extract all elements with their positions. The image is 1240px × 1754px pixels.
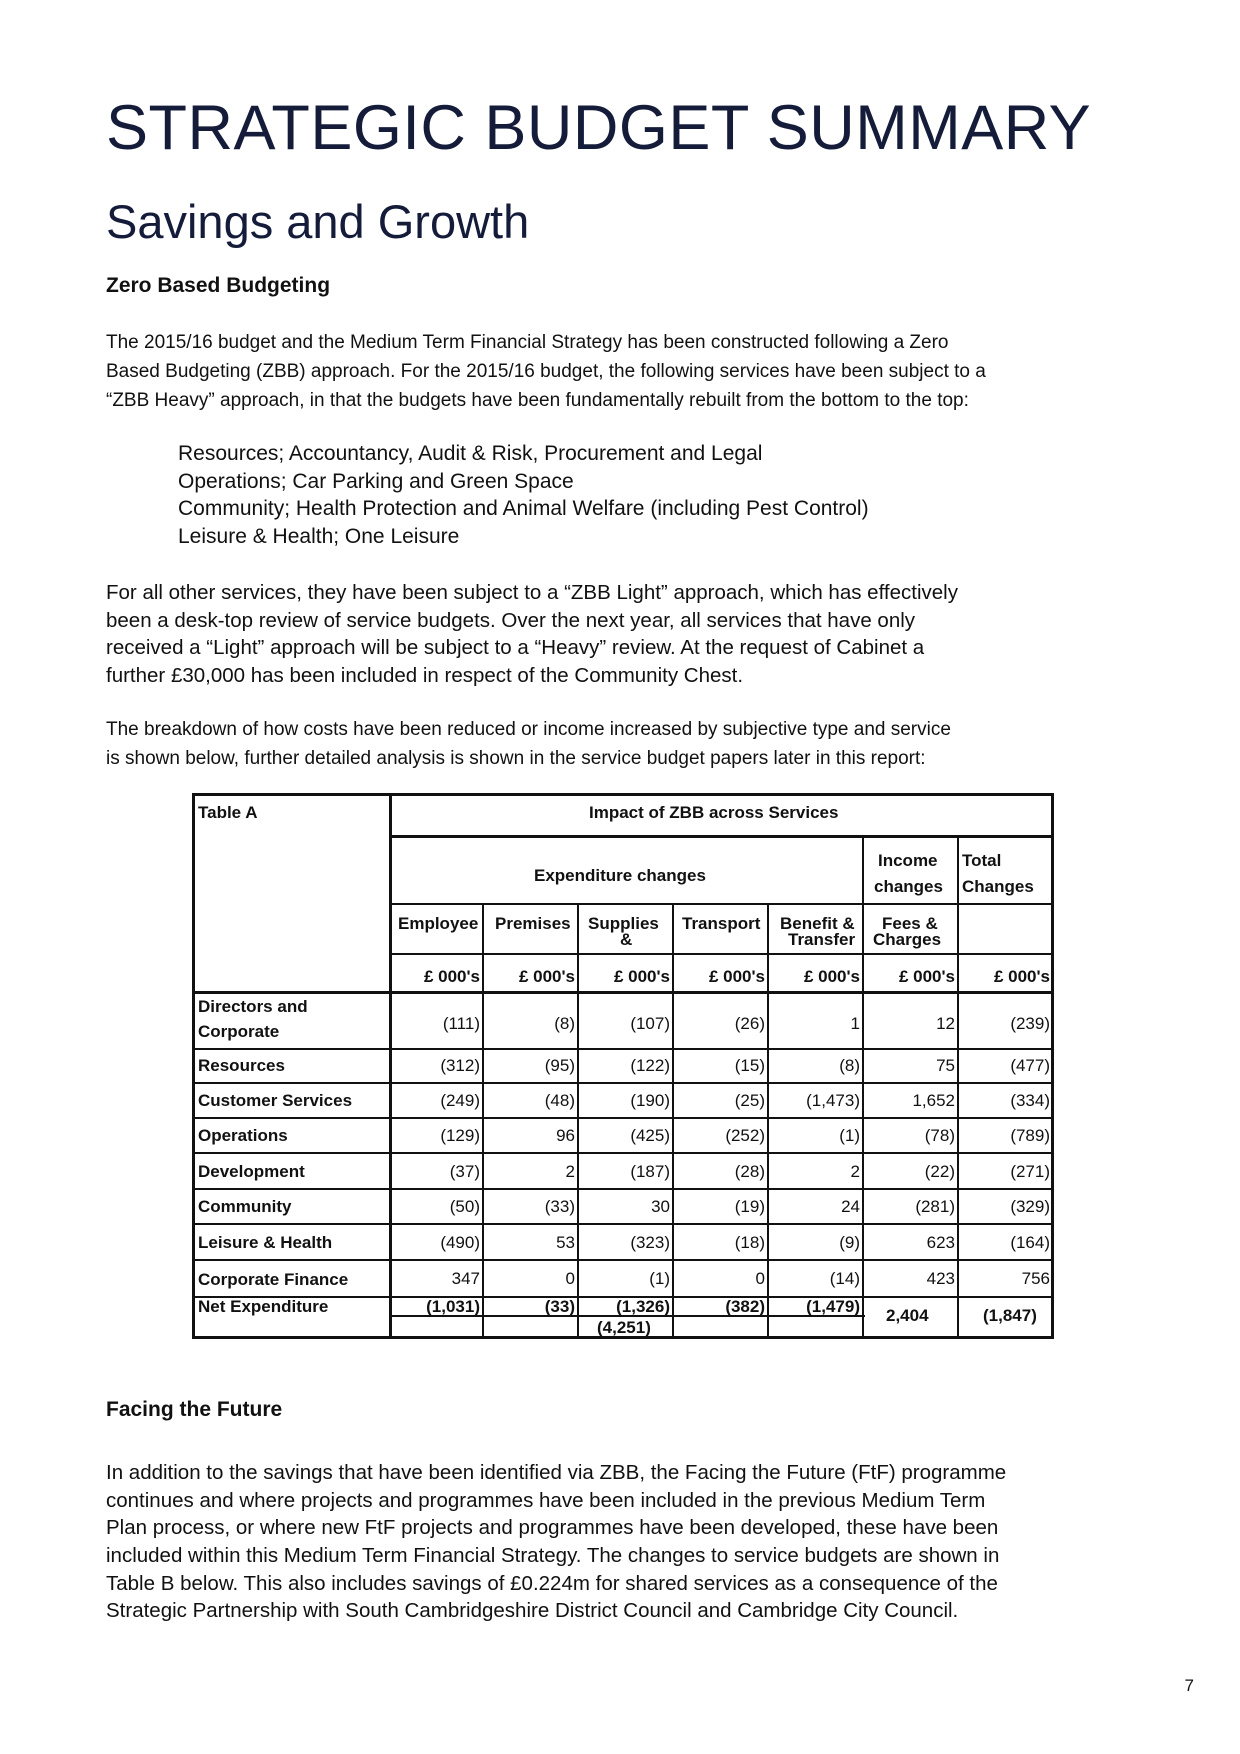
table-cell: 1,652 [912,1091,955,1110]
row-label: Directors and [198,997,308,1016]
zbb-table [192,793,1054,1339]
paragraph-line: For all other services, they have been subject to a “ZBB Light” approach, which has effectively [106,581,958,604]
unit: £ 000's [423,967,480,986]
table-cell: (789) [1010,1126,1050,1145]
list-item: Leisure & Health; One Leisure [178,525,460,548]
paragraph-line: In addition to the savings that have been identified via ZBB, the Facing the Future (FtF) programme [106,1461,1007,1484]
paragraph-line: The breakdown of how costs have been reduced or income increased by subjective type and service [106,719,951,740]
table-cell: (25) [734,1091,765,1110]
table-cell: (95) [544,1056,575,1075]
col-header: Benefit & [780,914,855,933]
total-header: Total [962,851,1002,870]
table-cell: (78) [924,1126,955,1145]
table-cell: (26) [734,1014,765,1033]
row-label: Corporate Finance [198,1270,349,1289]
net-cell: (382) [725,1297,765,1316]
col-header: & [620,930,633,949]
net-income-total: 2,404 [886,1306,929,1325]
table-cell: (425) [630,1126,670,1145]
table-cell: 30 [651,1197,670,1216]
table-cell: (239) [1010,1014,1050,1033]
unit: £ 000's [708,967,765,986]
net-cell: (33) [544,1297,575,1316]
table-cell: 75 [936,1056,955,1075]
page-number: 7 [1184,1676,1194,1695]
table-cell: (37) [449,1162,480,1181]
expenditure-header: Expenditure changes [534,866,706,885]
col-header: Supplies [588,914,659,933]
table-cell: (33) [544,1197,575,1216]
list-item: Resources; Accountancy, Audit & Risk, Procurement and Legal [178,442,763,465]
paragraph-line: further £30,000 has been included in respect of the Community Chest. [106,664,744,687]
paragraph-line: been a desk-top review of service budgets. Over the next year, all services that have only [106,609,916,632]
table-cell: (122) [630,1056,670,1075]
table-cell: (312) [440,1056,480,1075]
table-cell: (477) [1010,1056,1050,1075]
row-label: Customer Services [198,1091,353,1110]
table-cell: (281) [915,1197,955,1216]
table-cell: (19) [734,1197,765,1216]
table-cell: (22) [924,1162,955,1181]
income-header: changes [874,877,943,896]
table-cell: 1 [850,1014,860,1033]
table-cell: 423 [926,1269,955,1288]
col-header: Premises [495,914,571,933]
paragraph-line: “ZBB Heavy” approach, in that the budgets have been fundamentally rebuilt from the bottom to the top: [106,390,969,411]
section-heading-zbb: Zero Based Budgeting [106,274,331,297]
table-cell: 347 [451,1269,480,1288]
table-cell: (164) [1010,1233,1050,1252]
table-cell: 2 [850,1162,860,1181]
table-cell: (249) [440,1091,480,1110]
table-cell: (48) [544,1091,575,1110]
unit: £ 000's [613,967,670,986]
table-cell: (252) [725,1126,765,1145]
table-cell: 53 [556,1233,575,1252]
col-header: Transfer [788,930,856,949]
list-item: Operations; Car Parking and Green Space [178,470,574,493]
table-header: Impact of ZBB across Services [589,803,839,822]
row-label: Corporate [198,1022,280,1041]
table-cell: 0 [755,1269,765,1288]
net-expenditure-total: (4,251) [597,1318,651,1337]
net-cell: (1,031) [426,1297,480,1316]
page-title: STRATEGIC BUDGET SUMMARY [106,93,1092,163]
paragraph-line: Table B below. This also includes savings of £0.224m for shared services as a consequence of the [106,1572,998,1595]
page-subtitle: Savings and Growth [106,195,530,248]
net-label: Net Expenditure [198,1297,329,1316]
table-cell: 2 [565,1162,575,1181]
table-cell: 12 [936,1014,955,1033]
table-cell: (1) [839,1126,860,1145]
col-header: Employee [398,914,479,933]
table-cell: (9) [839,1233,860,1252]
unit: £ 000's [993,967,1050,986]
table-cell: (329) [1010,1197,1050,1216]
table-cell: (490) [440,1233,480,1252]
paragraph-line: Based Budgeting (ZBB) approach. For the 2015/16 budget, the following services have been subject to a [106,361,986,382]
net-total: (1,847) [983,1306,1037,1325]
net-cell: (1,479) [806,1297,860,1316]
table-cell: 756 [1021,1269,1050,1288]
section-heading-ftf: Facing the Future [106,1398,283,1421]
col-header: Fees & [882,914,938,933]
col-header: Transport [682,914,761,933]
table-cell: (15) [734,1056,765,1075]
table-cell: 623 [926,1233,955,1252]
table-cell: (18) [734,1233,765,1252]
row-label: Community [198,1197,292,1216]
table-cell: (1,473) [806,1091,860,1110]
row-label: Operations [198,1126,288,1145]
table-cell: (8) [554,1014,575,1033]
table-cell: (129) [440,1126,480,1145]
table-cell: 0 [565,1269,575,1288]
unit: £ 000's [803,967,860,986]
unit: £ 000's [898,967,955,986]
row-label: Leisure & Health [198,1233,333,1252]
income-header: Income [878,851,938,870]
unit: £ 000's [518,967,575,986]
paragraph-line: continues and where projects and programmes have been included in the previous Medium Term [106,1489,986,1512]
table-cell: (323) [630,1233,670,1252]
table-cell: (14) [829,1269,860,1288]
total-header: Changes [962,877,1034,896]
table-cell: (271) [1010,1162,1050,1181]
col-header: Charges [873,930,942,949]
table-cell: (1) [649,1269,670,1288]
row-label: Development [198,1162,305,1181]
paragraph-line: included within this Medium Term Financial Strategy. The changes to service budgets are shown in [106,1544,1000,1567]
table-cell: (190) [630,1091,670,1110]
table-cell: (50) [449,1197,480,1216]
table-cell: (28) [734,1162,765,1181]
paragraph-line: Plan process, or where new FtF projects and programmes have been developed, these have been [106,1516,999,1539]
table-cell: (187) [630,1162,670,1181]
paragraph-line: is shown below, further detailed analysis is shown in the service budget papers later in this report: [106,748,926,769]
net-cell: (1,326) [616,1297,670,1316]
table-cell: 24 [841,1197,860,1216]
table-cell: (334) [1010,1091,1050,1110]
paragraph-line: The 2015/16 budget and the Medium Term Financial Strategy has been constructed following a Zero [106,332,949,353]
table-label: Table A [198,803,258,822]
row-label: Resources [198,1056,285,1075]
table-cell: (8) [839,1056,860,1075]
paragraph-line: Strategic Partnership with South Cambridgeshire District Council and Cambridge City Council. [106,1599,959,1622]
table-cell: (111) [442,1014,480,1033]
table-cell: 96 [556,1126,575,1145]
table-cell: (107) [630,1014,670,1033]
paragraph-line: received a “Light” approach will be subject to a “Heavy” review. At the request of Cabinet a [106,636,925,659]
list-item: Community; Health Protection and Animal Welfare (including Pest Control) [178,497,869,520]
